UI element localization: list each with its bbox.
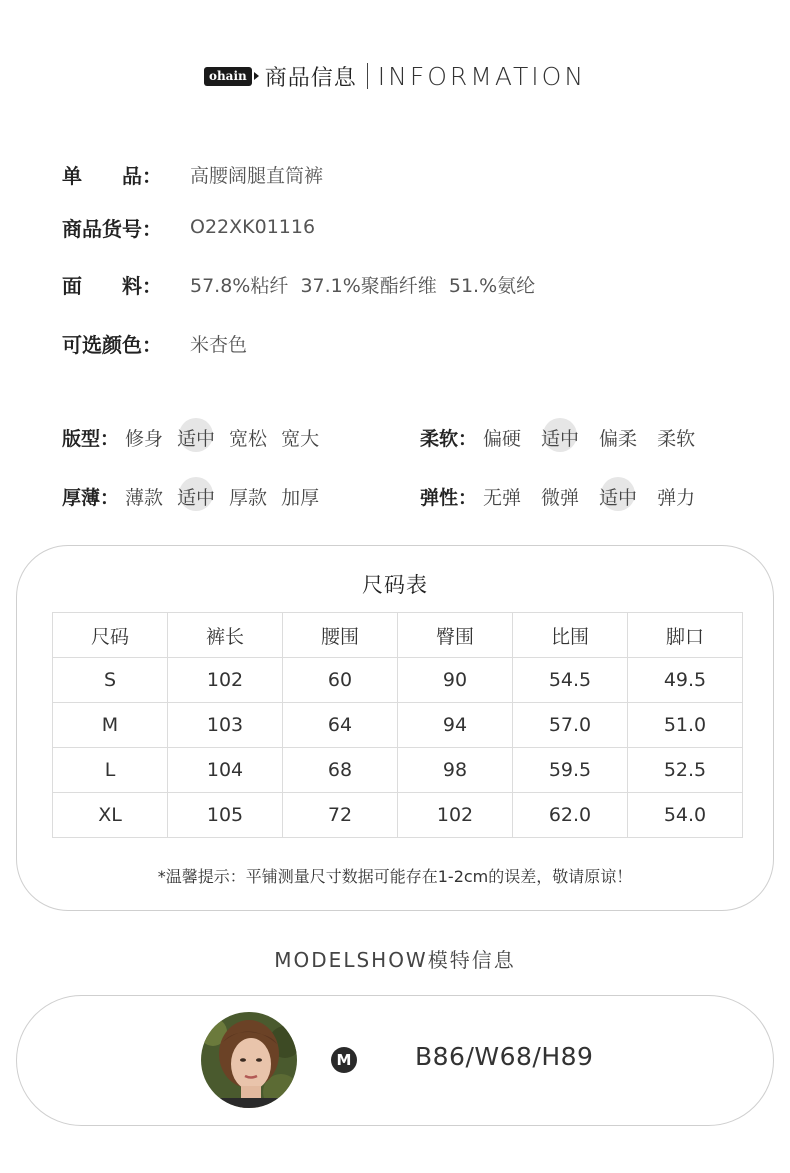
model-portrait-image <box>201 1012 297 1108</box>
attr-option-selected: 适中 <box>541 424 579 451</box>
table-row <box>53 793 743 838</box>
table-header-row <box>53 613 743 658</box>
table-cell: 64 <box>283 703 398 748</box>
attr-fit <box>62 422 333 452</box>
table-cell: M <box>53 703 168 748</box>
model-info-card <box>16 995 774 1126</box>
model-measurements: B86/W68/H89 <box>415 1042 594 1071</box>
info-row-sku <box>62 212 315 242</box>
attr-option-selected: 适中 <box>177 483 215 510</box>
header-divider <box>367 63 368 89</box>
table-header-cell: 脚口 <box>628 613 743 658</box>
model-size-badge: M <box>331 1047 357 1073</box>
attr-option: 宽松 <box>229 427 268 450</box>
attr-option: 薄款 <box>125 486 164 509</box>
table-row <box>53 658 743 703</box>
info-row-fabric <box>62 269 535 299</box>
table-cell: 52.5 <box>628 748 743 793</box>
attr-option: 无弹 <box>483 486 522 509</box>
info-row-color <box>62 328 247 358</box>
attr-option: 偏柔 <box>599 427 638 450</box>
table-cell: 102 <box>168 658 283 703</box>
table-cell: 57.0 <box>513 703 628 748</box>
attr-label: 柔软： <box>420 427 478 450</box>
info-label: 可选颜色： <box>62 332 162 357</box>
table-cell: S <box>53 658 168 703</box>
attr-option-selected: 适中 <box>599 483 637 510</box>
attr-option: 偏硬 <box>483 427 522 450</box>
attr-label: 弹性： <box>420 486 478 509</box>
table-cell: L <box>53 748 168 793</box>
table-cell: 103 <box>168 703 283 748</box>
play-arrow-icon <box>254 72 259 80</box>
info-value: 米杏色 <box>190 333 248 356</box>
attr-option: 微弹 <box>541 486 580 509</box>
table-cell: 102 <box>398 793 513 838</box>
size-chart-note: *温馨提示：平铺测量尺寸数据可能存在1-2cm的误差，敬请原谅！ <box>157 867 633 886</box>
brand-logo: ohain <box>204 67 252 86</box>
table-cell: 54.5 <box>513 658 628 703</box>
table-cell: 90 <box>398 658 513 703</box>
table-cell: 68 <box>283 748 398 793</box>
info-value: 57.8%粘纤 37.1%聚酯纤维 51.%氨纶 <box>190 274 536 297</box>
attr-option: 柔软 <box>657 427 696 450</box>
size-chart-card <box>16 545 774 911</box>
table-cell: 98 <box>398 748 513 793</box>
table-cell: 49.5 <box>628 658 743 703</box>
size-table <box>52 612 743 838</box>
attr-option: 弹力 <box>657 486 696 509</box>
table-cell: 104 <box>168 748 283 793</box>
table-cell: XL <box>53 793 168 838</box>
section-header <box>0 58 790 94</box>
attr-option: 修身 <box>125 427 164 450</box>
table-cell: 94 <box>398 703 513 748</box>
table-cell: 54.0 <box>628 793 743 838</box>
header-title-en: INFORMATION <box>377 61 587 91</box>
attr-softness <box>420 422 709 452</box>
table-cell: 51.0 <box>628 703 743 748</box>
attr-option-selected: 适中 <box>177 424 215 451</box>
attr-thickness <box>62 481 333 511</box>
info-label: 单 品： <box>62 163 162 188</box>
attr-option: 宽大 <box>281 427 320 450</box>
table-header-cell: 腰围 <box>283 613 398 658</box>
model-section-title: MODELSHOW模特信息 <box>274 948 516 972</box>
attr-option: 加厚 <box>281 486 320 509</box>
table-cell: 72 <box>283 793 398 838</box>
info-label: 面 料： <box>62 273 162 298</box>
attr-elasticity <box>420 481 709 511</box>
table-header-cell: 裤长 <box>168 613 283 658</box>
attr-label: 版型： <box>62 427 120 450</box>
info-label: 商品货号： <box>62 216 162 241</box>
table-cell: 59.5 <box>513 748 628 793</box>
attr-option: 厚款 <box>229 486 268 509</box>
table-cell: 60 <box>283 658 398 703</box>
info-row-product <box>62 159 323 189</box>
model-avatar <box>201 1012 297 1108</box>
info-value: O22XK01116 <box>190 216 316 238</box>
info-value: 高腰阔腿直筒裤 <box>190 164 324 187</box>
table-header-cell: 尺码 <box>53 613 168 658</box>
attr-label: 厚薄： <box>62 486 120 509</box>
table-row <box>53 748 743 793</box>
table-header-cell: 臀围 <box>398 613 513 658</box>
size-chart-title: 尺码表 <box>362 573 428 597</box>
table-header-cell: 比围 <box>513 613 628 658</box>
table-cell: 62.0 <box>513 793 628 838</box>
header-title-cn: 商品信息 <box>264 65 357 91</box>
table-cell: 105 <box>168 793 283 838</box>
table-row <box>53 703 743 748</box>
